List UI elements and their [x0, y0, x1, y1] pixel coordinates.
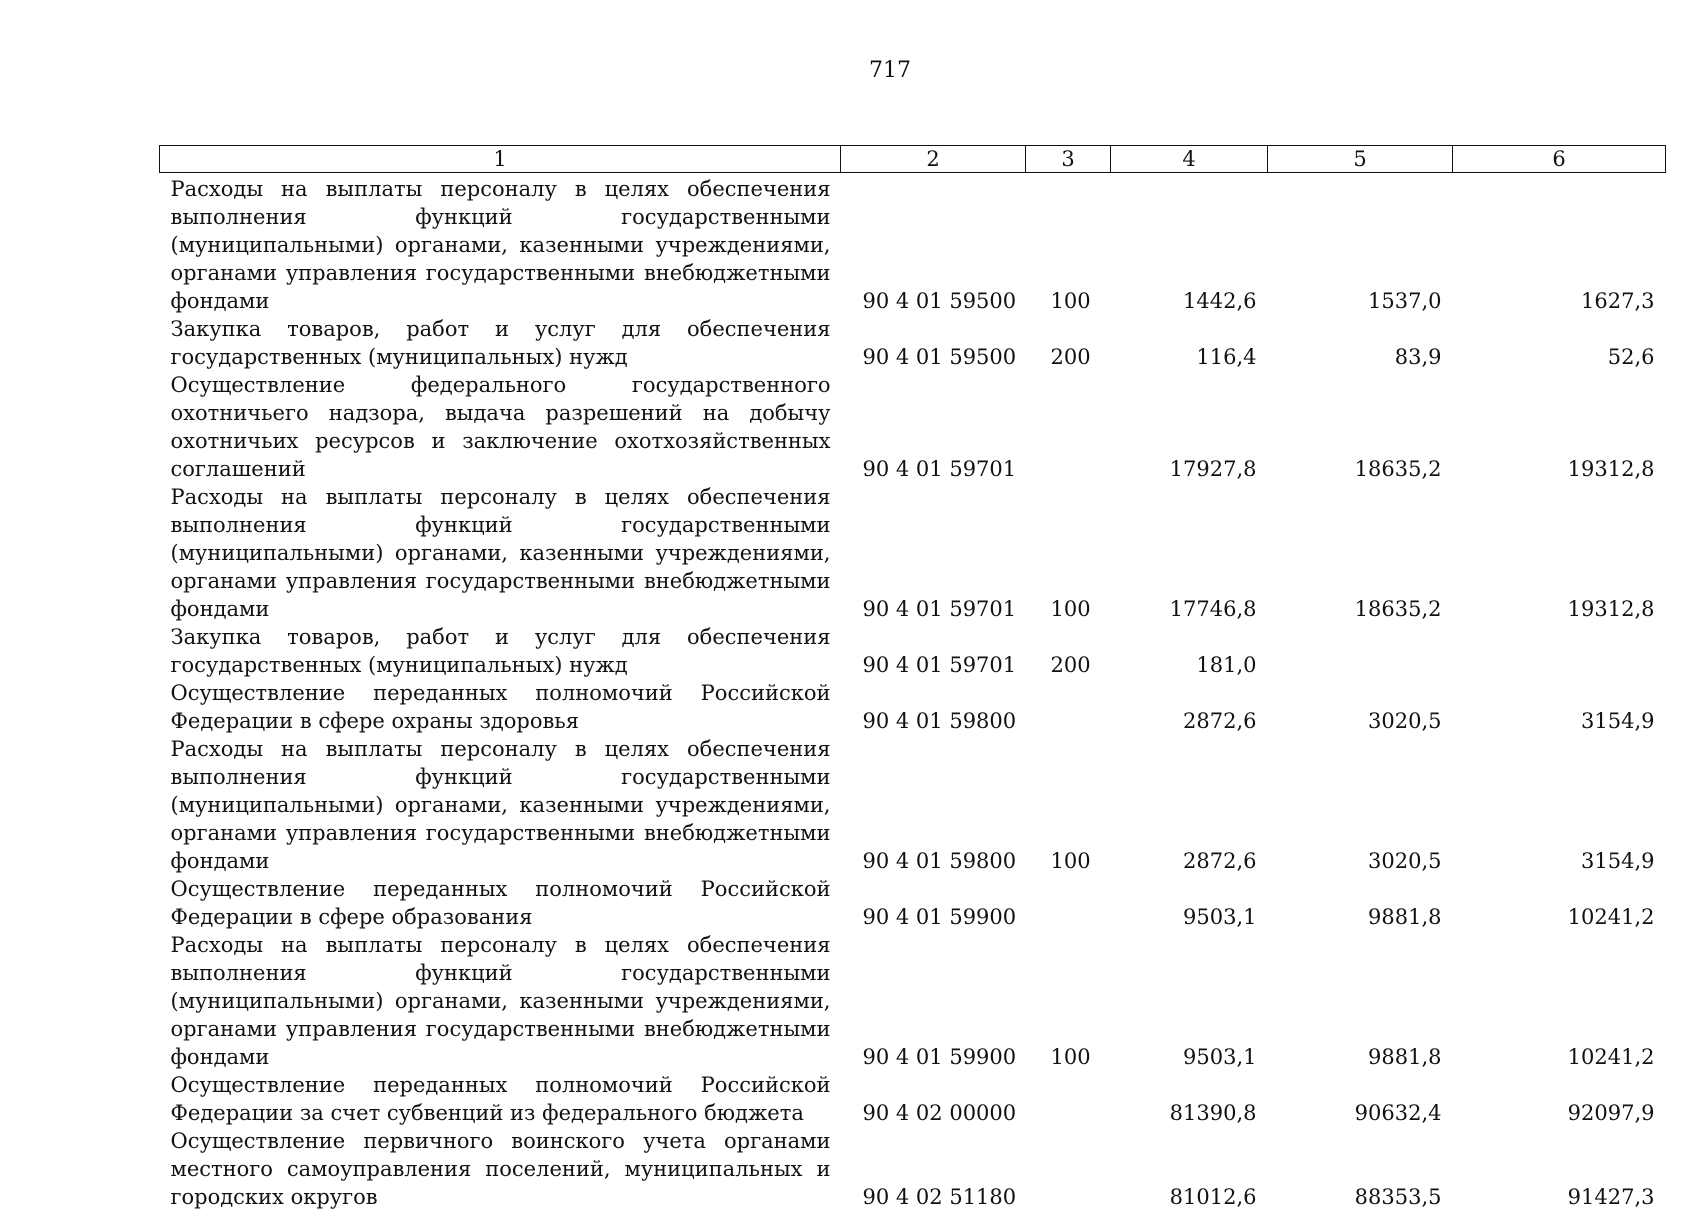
- row-value-col4-cell: 17746,8: [1111, 483, 1268, 623]
- row-type-cell: 100: [1026, 483, 1111, 623]
- table-row: [160, 483, 1666, 623]
- row-value-col4-cell: 116,4: [1111, 315, 1268, 371]
- row-code-cell: 90 4 01 59900: [841, 931, 1026, 1071]
- row-code-cell: 90 4 01 59900: [841, 875, 1026, 931]
- row-value-col4-cell: 2872,6: [1111, 735, 1268, 875]
- row-code-cell: 90 4 01 59500: [841, 315, 1026, 371]
- row-value-col5-cell: 18635,2: [1268, 371, 1453, 483]
- table-row: [160, 371, 1666, 483]
- row-value-col5-cell: 3020,5: [1268, 679, 1453, 735]
- row-value-col6-cell: 1627,3: [1453, 173, 1666, 316]
- row-value-col4-cell: 1442,6: [1111, 173, 1268, 316]
- row-value-col4-cell: 81012,6: [1111, 1127, 1268, 1211]
- row-code-cell: 90 4 02 51180: [841, 1127, 1026, 1211]
- table-row: [160, 1071, 1666, 1127]
- row-code-cell: 90 4 02 00000: [841, 1071, 1026, 1127]
- row-type-cell: [1026, 371, 1111, 483]
- column-header-5: 5: [1268, 146, 1453, 173]
- row-value-col4-cell: 17927,8: [1111, 371, 1268, 483]
- row-value-col6-cell: 91427,3: [1453, 1127, 1666, 1211]
- column-header-4: 4: [1111, 146, 1268, 173]
- row-name-cell: Осуществление федерального государственного охотничьего надзора, выдача разрешений на добычу охотничьих ресурсов и заключение охотхозяйственных соглашений: [160, 371, 841, 483]
- row-code-cell: 90 4 01 59701: [841, 483, 1026, 623]
- row-value-col6-cell: 10241,2: [1453, 931, 1666, 1071]
- row-name-cell: Расходы на выплаты персоналу в целях обеспечения выполнения функций государственными (муниципальными) органами, казенными учреждениями, органами управления государственными внебюджетными фондами: [160, 173, 841, 316]
- row-value-col6-cell: [1453, 623, 1666, 679]
- table-row: [160, 735, 1666, 875]
- row-type-cell: 100: [1026, 173, 1111, 316]
- row-value-col6-cell: 52,6: [1453, 315, 1666, 371]
- row-type-cell: [1026, 1127, 1111, 1211]
- row-value-col5-cell: [1268, 623, 1453, 679]
- row-value-col6-cell: 3154,9: [1453, 679, 1666, 735]
- row-value-col5-cell: 1537,0: [1268, 173, 1453, 316]
- row-value-col5-cell: 18635,2: [1268, 483, 1453, 623]
- header-row: [160, 146, 1666, 173]
- row-code-cell: 90 4 01 59701: [841, 623, 1026, 679]
- row-name-cell: Осуществление переданных полномочий Российской Федерации в сфере образования: [160, 875, 841, 931]
- row-code-cell: 90 4 01 59800: [841, 679, 1026, 735]
- row-name-cell: Закупка товаров, работ и услуг для обеспечения государственных (муниципальных) нужд: [160, 623, 841, 679]
- column-header-2: 2: [841, 146, 1026, 173]
- row-code-cell: 90 4 01 59500: [841, 173, 1026, 316]
- row-type-cell: 200: [1026, 315, 1111, 371]
- table-body: [160, 173, 1666, 1211]
- row-value-col6-cell: 3154,9: [1453, 735, 1666, 875]
- row-name-cell: Расходы на выплаты персоналу в целях обеспечения выполнения функций государственными (муниципальными) органами, казенными учреждениями, органами управления государственными внебюджетными фондами: [160, 735, 841, 875]
- table-row: [160, 931, 1666, 1071]
- table-row: [160, 875, 1666, 931]
- row-name-cell: Расходы на выплаты персоналу в целях обеспечения выполнения функций государственными (муниципальными) органами, казенными учреждениями, органами управления государственными внебюджетными фондами: [160, 483, 841, 623]
- row-value-col5-cell: 3020,5: [1268, 735, 1453, 875]
- row-type-cell: 100: [1026, 735, 1111, 875]
- row-code-cell: 90 4 01 59701: [841, 371, 1026, 483]
- table-row: [160, 173, 1666, 316]
- row-name-cell: Осуществление переданных полномочий Российской Федерации за счет субвенций из федерального бюджета: [160, 1071, 841, 1127]
- row-name-cell: Осуществление переданных полномочий Российской Федерации в сфере охраны здоровья: [160, 679, 841, 735]
- row-type-cell: 100: [1026, 931, 1111, 1071]
- page-number: 717: [0, 58, 1697, 83]
- row-name-cell: Закупка товаров, работ и услуг для обеспечения государственных (муниципальных) нужд: [160, 315, 841, 371]
- row-value-col5-cell: 9881,8: [1268, 931, 1453, 1071]
- row-value-col4-cell: 9503,1: [1111, 931, 1268, 1071]
- table-header: [160, 146, 1666, 173]
- row-type-cell: [1026, 1071, 1111, 1127]
- row-value-col4-cell: 81390,8: [1111, 1071, 1268, 1127]
- row-value-col5-cell: 90632,4: [1268, 1071, 1453, 1127]
- row-value-col4-cell: 181,0: [1111, 623, 1268, 679]
- row-name-cell: Осуществление первичного воинского учета органами местного самоуправления поселений, муниципальных и городских округов: [160, 1127, 841, 1211]
- row-type-cell: [1026, 679, 1111, 735]
- row-value-col5-cell: 88353,5: [1268, 1127, 1453, 1211]
- column-header-6: 6: [1453, 146, 1666, 173]
- table-row: [160, 623, 1666, 679]
- column-header-1: 1: [160, 146, 841, 173]
- table-row: [160, 1127, 1666, 1211]
- row-value-col5-cell: 9881,8: [1268, 875, 1453, 931]
- row-code-cell: 90 4 01 59800: [841, 735, 1026, 875]
- row-value-col4-cell: 9503,1: [1111, 875, 1268, 931]
- row-type-cell: [1026, 875, 1111, 931]
- table-row: [160, 315, 1666, 371]
- row-name-cell: Расходы на выплаты персоналу в целях обеспечения выполнения функций государственными (муниципальными) органами, казенными учреждениями, органами управления государственными внебюджетными фондами: [160, 931, 841, 1071]
- row-value-col4-cell: 2872,6: [1111, 679, 1268, 735]
- table-row: [160, 679, 1666, 735]
- budget-table: [159, 145, 1666, 1211]
- row-type-cell: 200: [1026, 623, 1111, 679]
- row-value-col6-cell: 92097,9: [1453, 1071, 1666, 1127]
- row-value-col6-cell: 10241,2: [1453, 875, 1666, 931]
- row-value-col6-cell: 19312,8: [1453, 483, 1666, 623]
- column-header-3: 3: [1026, 146, 1111, 173]
- row-value-col6-cell: 19312,8: [1453, 371, 1666, 483]
- row-value-col5-cell: 83,9: [1268, 315, 1453, 371]
